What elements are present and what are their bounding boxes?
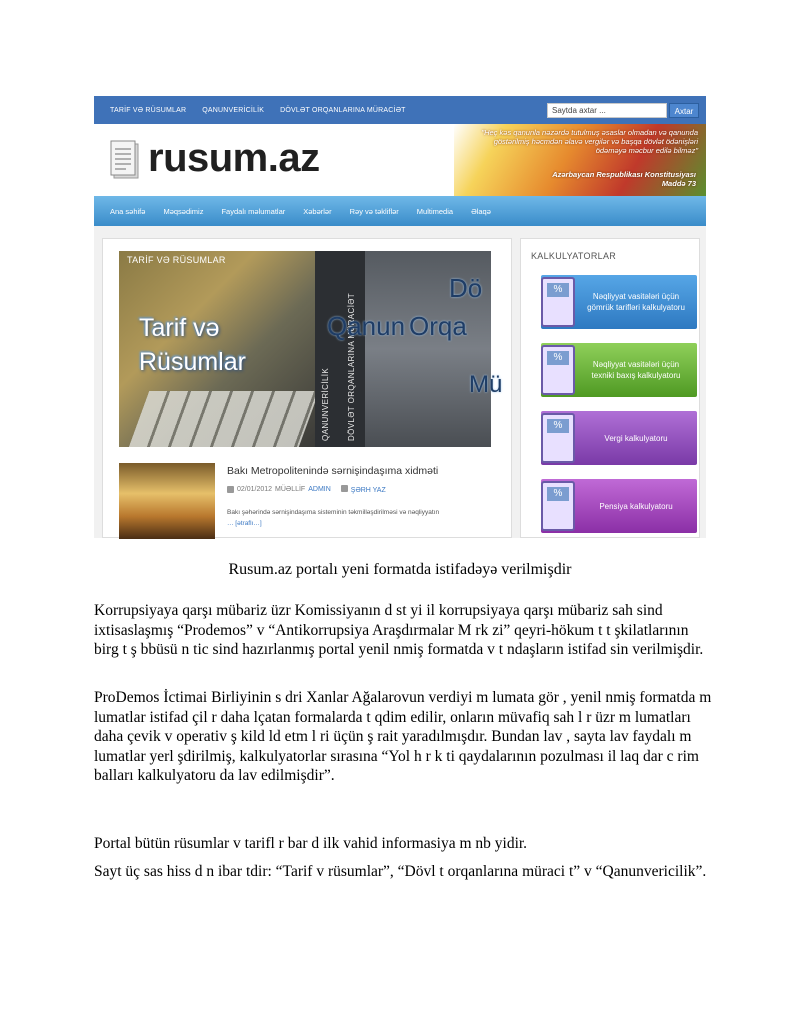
calculator-icon [541, 345, 575, 395]
calculator-icon [541, 277, 575, 327]
quote-source [496, 170, 696, 188]
calculator-icon [541, 481, 575, 531]
calculator-tax-button[interactable] [541, 411, 697, 465]
calculator-label: Pensiya kalkulyatoru [599, 501, 673, 511]
hero-title-line2: Rüsumlar [139, 348, 246, 376]
hero-slider[interactable] [119, 251, 503, 447]
nav-contact[interactable]: Əlaqə [471, 206, 491, 216]
calculator-customs-button[interactable] [541, 275, 697, 329]
paragraph-4: Sayt üç sas hiss d n ibar tdir: “Tarif v rüsumlar”, “Dövl t orqanlarına müraci t” v “Qanunvericilik”. [94, 863, 707, 880]
hero-title-line1: Tarif və [139, 314, 220, 342]
nav-goal[interactable]: Məqsədimiz [163, 206, 204, 216]
calendar-icon [227, 486, 234, 493]
top-nav-qanunvericilik[interactable]: QANUNVERİCİLİK [202, 106, 265, 114]
hero-overlay-do: Dö [449, 273, 483, 303]
hero-vertical-qanunvericilik: QANUNVERİCİLİK [321, 367, 330, 441]
nav-news[interactable]: Xəbərlər [303, 206, 332, 216]
website-screenshot [94, 96, 706, 538]
post-author-label: MÜƏLLİF [275, 486, 306, 493]
quote-source-title: Azərbaycan Respublikası Konstitusiyası [552, 170, 696, 179]
calculator-inspection-button[interactable] [541, 343, 697, 397]
top-navigation [94, 96, 706, 124]
search-input[interactable]: Saytda axtar ... [547, 103, 667, 118]
content-area [102, 238, 512, 538]
nav-useful-info[interactable]: Faydalı məlumatlar [221, 206, 286, 216]
post-comment-label: ŞƏRH YAZ [350, 487, 386, 494]
nav-multimedia[interactable]: Multimedia [416, 206, 454, 216]
post-author[interactable]: ADMIN [308, 486, 331, 493]
post-excerpt-text: Bakı şəhərində sərnişindaşıma sisteminin təkmilləşdirilməsi və nəqliyyatın [227, 509, 440, 516]
post-comment-link[interactable] [341, 485, 386, 494]
hero-overlay-orqa: Orqa [409, 311, 467, 341]
hero-tag: TARİF VƏ RÜSUMLAR [127, 255, 226, 265]
paragraph-2: ProDemos İctimai Birliyinin s dri Xanlar Ağalarovun verdiyi m lumata gör , yenil nmiş formatda m lumatlar istifad çil r daha lçatan formalarda t qdim edilir, onların müvafiq sah l r üzr m lumatları daha çevik v operativ ş kild ld etm l ri üçün ş rait yaradılmışdır. Bundan lav , sayta lav faydalı m lumatlar yerl şdirilmiş, kalkulyatorlar sırasına “Yol h r k ti qaydalarının pozulması il laq dar c rim balları kalkulyatoru da lav edilmişdir”. [94, 689, 712, 784]
sidebar-title: KALKULYATORLAR [531, 251, 617, 261]
sidebar-calculators [520, 238, 700, 538]
calculator-pension-button[interactable] [541, 479, 697, 533]
post-thumbnail[interactable] [119, 463, 215, 539]
nav-feedback[interactable]: Rəy və təkliflər [349, 206, 399, 216]
paragraph-1: Korrupsiyaya qarşı mübariz üzr Komissiyanın d st yi il korrupsiyaya qarşı mübariz sah sind ixtisaslaşmış “Prodemos” v “Antikorrupsiya Araşdırmalar M rk zi” qeyri-hökum t t şkilatlarının birg t ş bbüsü n tic sind hazırlanmış portal yenil nmiş formatda v t ndaşların istifad sin verilmişdir. [94, 602, 704, 658]
image-caption: Rusum.az portalı yeni formatda istifadəyə verilmişdir [228, 561, 572, 578]
top-nav-muraciet[interactable]: DÖVLƏT ORQANLARINA MÜRACİƏT [280, 106, 406, 114]
top-nav-tarif[interactable]: TARİF VƏ RÜSUMLAR [110, 106, 187, 114]
document-icon [110, 140, 140, 180]
calculator-label: Vergi kalkulyatoru [604, 433, 668, 443]
read-more-link[interactable]: … [ətraflı…] [227, 520, 262, 527]
constitution-quote-banner [454, 124, 706, 196]
post-date: 02/01/2012 [237, 486, 273, 493]
post-excerpt [227, 507, 507, 529]
hero-overlay-qanun: Qanun [327, 311, 406, 341]
site-header [94, 124, 706, 196]
nav-home[interactable]: Ana səhifə [110, 206, 146, 216]
calculator-label: Nəqliyyat vasitələri üçün gömrük tarifləri kalkulyatoru [587, 292, 685, 312]
quote-source-article: Maddə 73 [661, 179, 696, 188]
search-button[interactable]: Axtar [669, 103, 699, 118]
quote-text: "Heç kəs qanunla nəzərdə tutulmuş əsaslar olmadan və qanunda göstərilmiş həcmdən əlavə vergilər və başqa dövlət ödənişləri ödəməyə məcbur edilə bilməz" [481, 128, 698, 155]
hero-vertical-muraciet: DÖVLƏT ORQANLARINA MÜRACİƏT [347, 292, 356, 441]
hero-keyboard-graphic [129, 391, 319, 447]
post-meta [227, 485, 386, 494]
calculator-label: Nəqliyyat vasitələri üçün texniki baxış kalkulyatoru [591, 360, 681, 380]
post-title[interactable]: Bakı Metropolitenində sərnişindaşıma xidməti [227, 465, 439, 477]
hero-title [139, 311, 246, 379]
paragraph-3: Portal bütün rüsumlar v tarifl r bar d ilk vahid informasiya m nb yidir. [94, 835, 528, 852]
site-logo[interactable]: rusum.az [148, 136, 320, 180]
comment-icon [341, 485, 348, 492]
calculator-icon [541, 413, 575, 463]
hero-overlay-mu: Mü [469, 371, 503, 398]
main-navigation [94, 196, 706, 226]
